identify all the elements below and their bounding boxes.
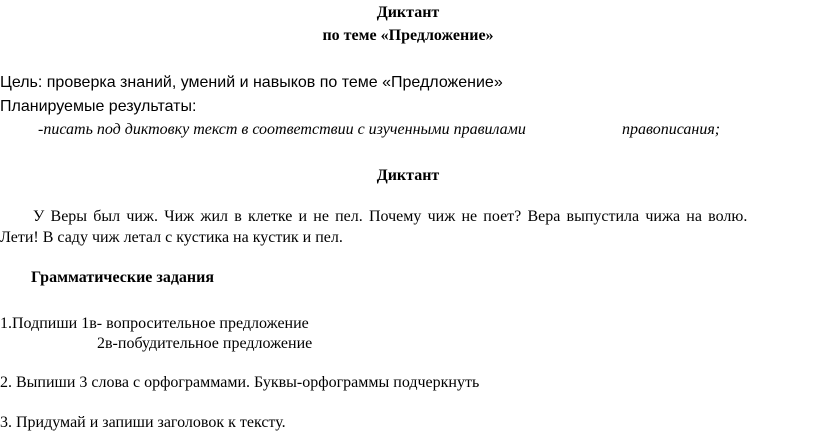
grammar-task-2: 2. Выпиши 3 слова с орфограммами. Буквы-орфограммы подчеркнуть [0, 374, 480, 391]
planned-result-item: -писать под диктовку текст в соответствии с изученными правилами [38, 121, 526, 138]
planned-result-item-continuation: правописания; [622, 121, 721, 138]
dictation-text-line-1-content: У Веры был чиж. Чиж жил в клетке и не пел. Почему чиж не поет? Вера выпустила чижа на волю. [33, 208, 748, 225]
grammar-task-1: 1.Подпиши 1в- вопросительное предложение [0, 315, 309, 332]
dictation-text-line-1 [0, 207, 816, 227]
grammar-tasks-heading: Грамматические задания [31, 269, 214, 286]
dictation-heading: Диктант [376, 167, 440, 184]
grammar-task-3: 3. Придумай и запиши заголовок к тексту. [0, 414, 286, 431]
document-subtitle: по теме «Предложение» [322, 27, 494, 44]
planned-results-label: Планируемые результаты: [0, 98, 197, 115]
goal-text: Цель: проверка знаний, умений и навыков по теме «Предложение» [0, 74, 503, 91]
dictation-text-line-2: Лети! В саду чиж летал с кустика на кустик и пел. [0, 229, 343, 246]
grammar-task-1-part-2: 2в-побудительное предложение [97, 335, 313, 352]
document-title: Диктант [376, 4, 440, 21]
